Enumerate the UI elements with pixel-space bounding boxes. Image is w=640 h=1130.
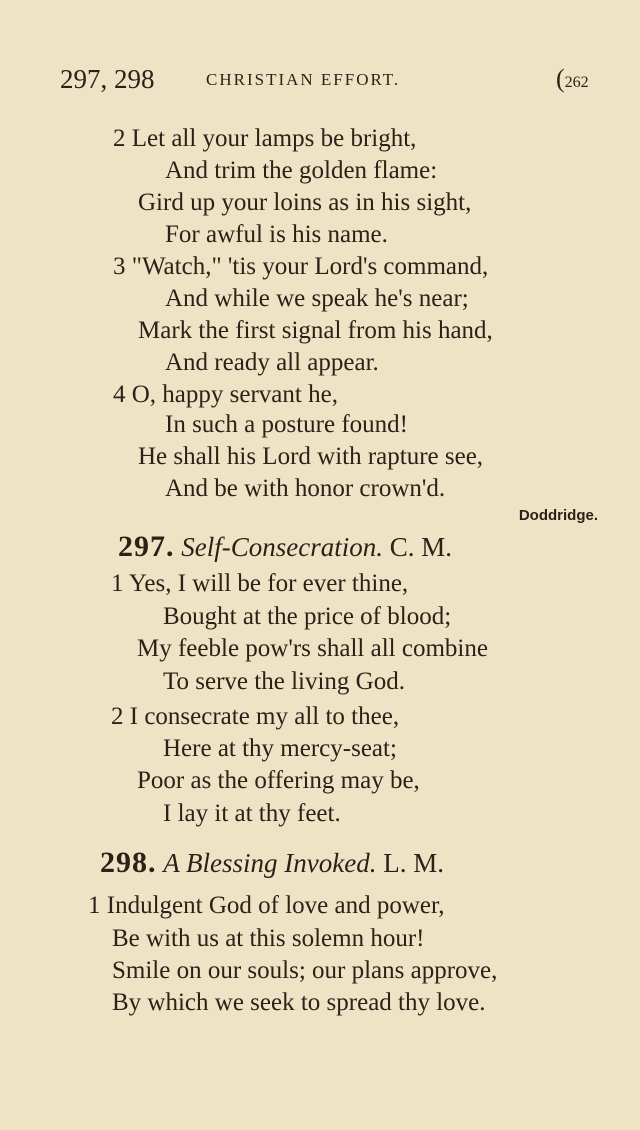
verse-line: For awful is his name. xyxy=(165,221,388,248)
verse-line: And trim the golden flame: xyxy=(165,157,438,184)
author-attribution: Doddridge. xyxy=(518,507,598,524)
hymn-meter: L. M. xyxy=(383,848,444,878)
header-page-number: (262 xyxy=(556,64,589,93)
header-section-title: CHRISTIAN EFFORT. xyxy=(206,70,401,89)
verse-line: Poor as the offering may be, xyxy=(137,767,420,794)
verse-line: Be with us at this solemn hour! xyxy=(112,925,425,952)
verse-line: To serve the living God. xyxy=(163,668,405,695)
verse-line: 2 I consecrate my all to thee, xyxy=(111,703,400,730)
hymn-number: 297. xyxy=(118,530,175,563)
verse-line: He shall his Lord with rapture see, xyxy=(138,443,484,470)
verse-line: 4 O, happy servant he, xyxy=(113,381,338,408)
verse-line: I lay it at thy feet. xyxy=(163,800,341,827)
hymn-title: A Blessing Invoked. xyxy=(163,848,377,878)
verse-line: 3 "Watch," 'tis your Lord's command, xyxy=(113,253,489,280)
hymn-number: 298. xyxy=(100,846,157,879)
hymn-meter: C. M. xyxy=(389,532,453,562)
verse-line: Smile on our souls; our plans approve, xyxy=(112,957,498,984)
verse-line: And be with honor crown'd. xyxy=(165,475,446,502)
verse-line: Gird up your loins as in his sight, xyxy=(138,189,472,216)
verse-line: And ready all appear. xyxy=(165,349,379,376)
verse-line: By which we seek to spread thy love. xyxy=(112,989,486,1016)
verse-line: And while we speak he's near; xyxy=(165,285,469,312)
verse-line: 1 Yes, I will be for ever thine, xyxy=(111,570,409,597)
hymn-heading xyxy=(100,846,444,880)
verse-line: Bought at the price of blood; xyxy=(163,603,452,630)
verse-line: 1 Indulgent God of love and power, xyxy=(88,892,445,919)
hymn-heading xyxy=(118,530,452,564)
header-hymn-numbers: 297, 298 xyxy=(60,64,155,94)
verse-line: Here at thy mercy-seat; xyxy=(163,735,397,762)
verse-line: In such a posture found! xyxy=(165,411,408,438)
verse-line: 2 Let all your lamps be bright, xyxy=(113,125,417,152)
verse-line: Mark the first signal from his hand, xyxy=(138,317,493,344)
verse-line: My feeble pow'rs shall all combine xyxy=(137,635,488,662)
hymn-title: Self-Consecration. xyxy=(181,532,383,562)
